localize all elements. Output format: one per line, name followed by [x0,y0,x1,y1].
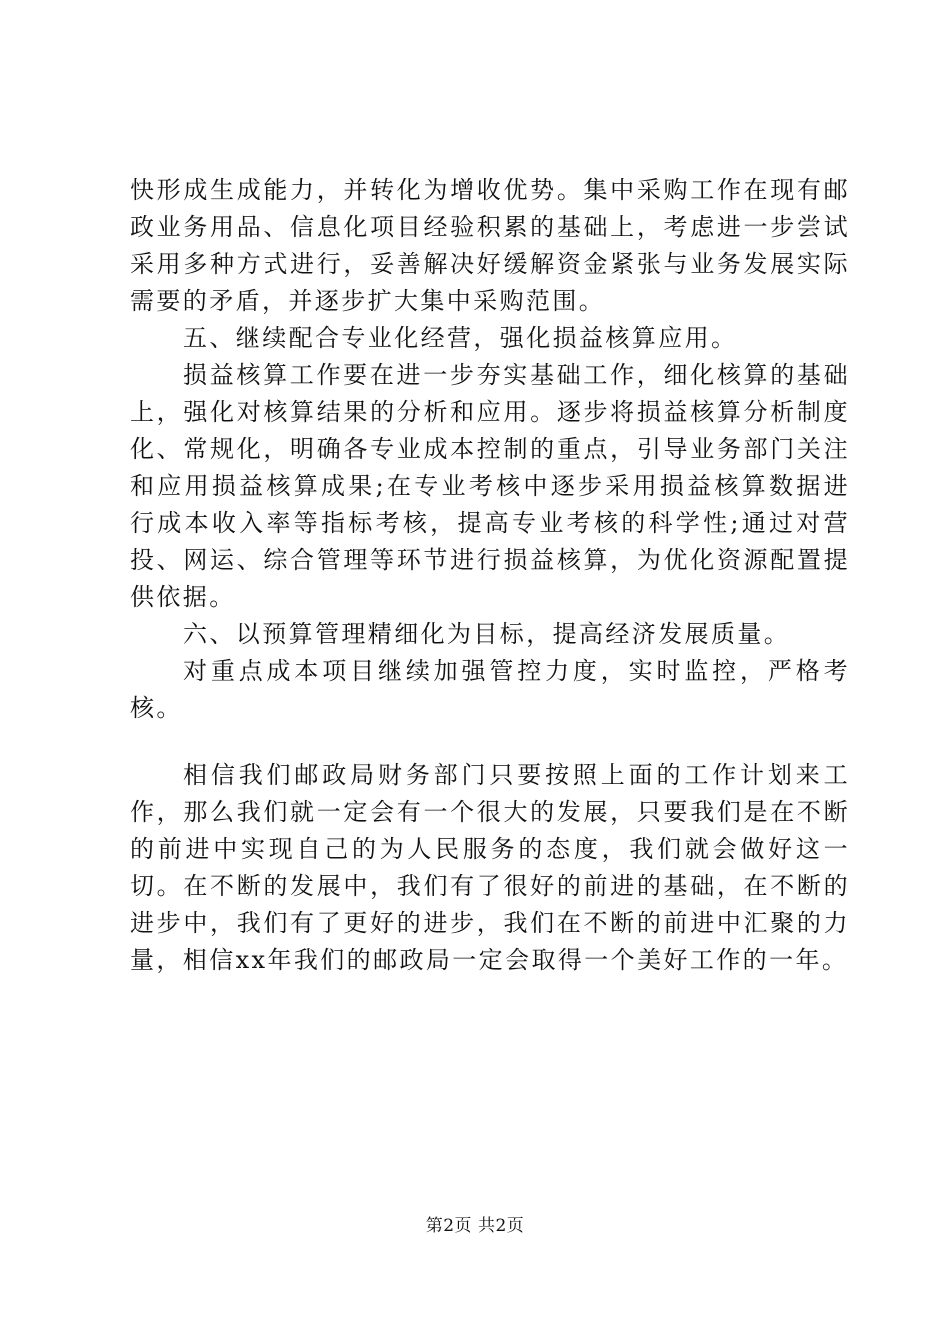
paragraph-spacer [130,727,850,757]
paragraph-cost-control: 对重点成本项目继续加强管控力度，实时监控，严格考核。 [130,657,850,722]
page-number-footer: 第2页 共2页 [425,1216,525,1236]
heading-section-five: 五、继续配合专业化经营，强化损益核算应用。 [183,324,738,352]
paragraph-procurement: 快形成生成能力，并转化为增收优势。集中采购工作在现有邮政业务用品、信息化项目经验积累的基础上，考虑进一步尝试采用多种方式进行，妥善解决好缓解资金紧张与业务发展实际需要的矛盾，并逐步扩大集中采购范围。 [130,176,850,315]
paragraph-conclusion: 相信我们邮政局财务部门只要按照上面的工作计划来工作，那么我们就一定会有一个很大的发展，只要我们是在不断的前进中实现自己的为人民服务的态度，我们就会做好这一切。在不断的发展中，我们有了很好的前进的基础，在不断的进步中，我们有了更好的进步，我们在不断的前进中汇聚的力量，相信xx年我们的邮政局一定会取得一个美好工作的一年。 [130,761,850,974]
paragraph-profit-loss-accounting: 损益核算工作要在进一步夯实基础工作，细化核算的基础上，强化对核算结果的分析和应用。逐步将损益核算分析制度化、常规化，明确各专业成本控制的重点，引导业务部门关注和应用损益核算成果;在专业考核中逐步采用损益核算数据进行成本收入率等指标考核，提高专业考核的科学性;通过对营投、网运、综合管理等环节进行损益核算，为优化资源配置提供依据。 [130,361,850,611]
document-body [130,172,850,979]
heading-section-six: 六、以预算管理精细化为目标，提高经济发展质量。 [183,620,791,648]
